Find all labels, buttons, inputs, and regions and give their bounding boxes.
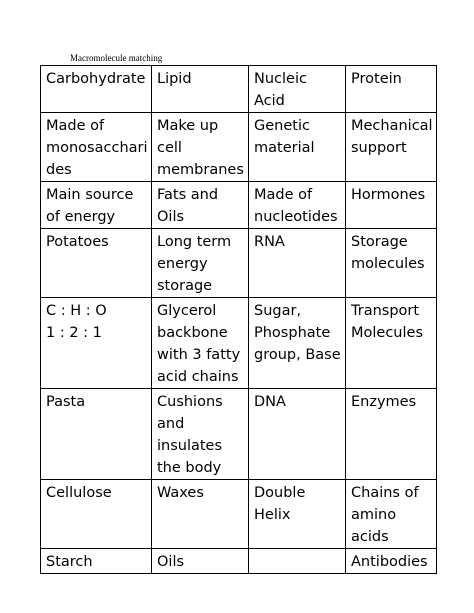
table-cell: Potatoes — [41, 229, 152, 298]
table-cell: C : H : O 1 : 2 : 1 — [41, 298, 152, 389]
table-row — [41, 389, 437, 480]
table-cell: Mechanical support — [346, 113, 437, 182]
table-cell: Storage molecules — [346, 229, 437, 298]
table-cell: Cushions and insulates the body — [152, 389, 249, 480]
table-cell: Antibodies — [346, 549, 437, 574]
table-row — [41, 480, 437, 549]
table-cell: Glycerol backbone with 3 fatty acid chains — [152, 298, 249, 389]
table-cell: Make up cell membranes — [152, 113, 249, 182]
table-cell: Made of monosacchari des — [41, 113, 152, 182]
table-cell: Fats and Oils — [152, 182, 249, 229]
header-cell-lipid: Lipid — [152, 66, 249, 113]
document-title: Macromolecule matching — [70, 53, 163, 63]
header-cell-carbohydrate: Carbohydrate — [41, 66, 152, 113]
table-cell: Double Helix — [249, 480, 346, 549]
table-cell: Waxes — [152, 480, 249, 549]
table-cell: Genetic material — [249, 113, 346, 182]
header-cell-nucleic-acid: Nucleic Acid — [249, 66, 346, 113]
table-cell: Starch — [41, 549, 152, 574]
table-row — [41, 298, 437, 389]
table-cell-empty — [249, 549, 346, 574]
table-cell: Hormones — [346, 182, 437, 229]
table-cell: Chains of amino acids — [346, 480, 437, 549]
table-cell: Long term energy storage — [152, 229, 249, 298]
table-cell: Pasta — [41, 389, 152, 480]
table-cell: Main source of energy — [41, 182, 152, 229]
table-row — [41, 113, 437, 182]
table-cell: Oils — [152, 549, 249, 574]
table-cell: RNA — [249, 229, 346, 298]
header-cell-protein: Protein — [346, 66, 437, 113]
table-cell: DNA — [249, 389, 346, 480]
table-cell: Sugar, Phosphate group, Base — [249, 298, 346, 389]
table-cell: Enzymes — [346, 389, 437, 480]
table-cell: Made of nucleotides — [249, 182, 346, 229]
table-row — [41, 229, 437, 298]
table-header-row — [41, 66, 437, 113]
table-row — [41, 182, 437, 229]
table-row — [41, 549, 437, 574]
table-cell: Cellulose — [41, 480, 152, 549]
macromolecule-matching-table — [40, 65, 437, 574]
table-cell: Transport Molecules — [346, 298, 437, 389]
